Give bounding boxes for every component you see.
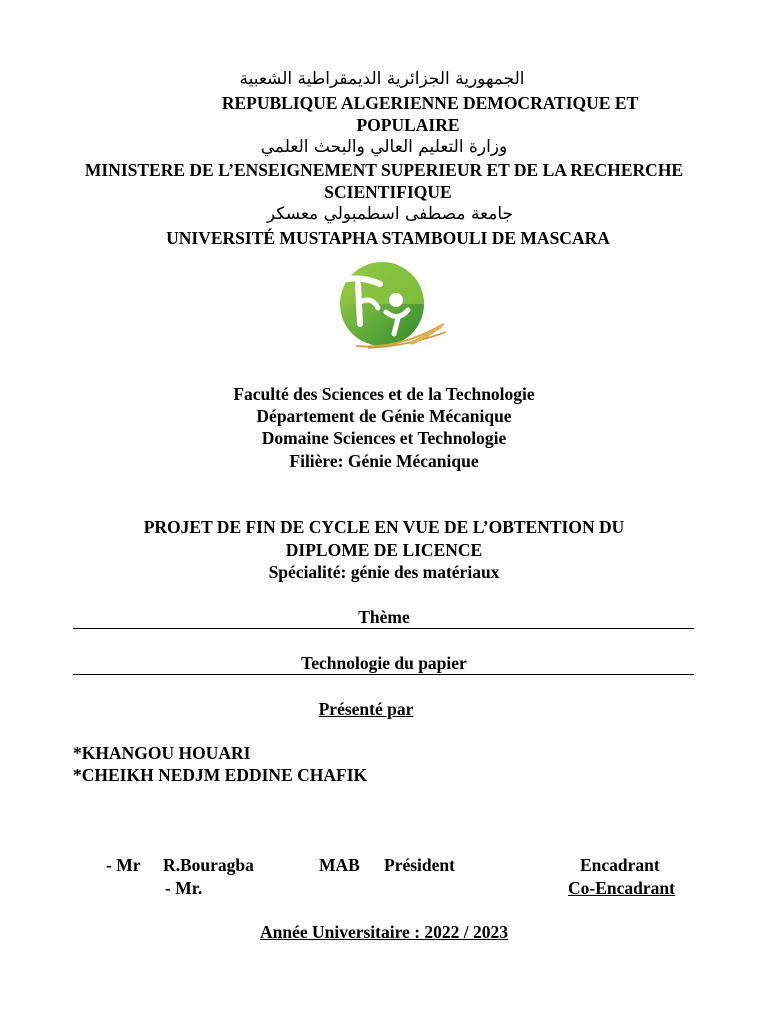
theme-bottom-divider (73, 674, 694, 675)
ministry-title-line2: SCIENTIFIQUE (324, 182, 452, 202)
jury-prefix: - Mr. (165, 878, 203, 898)
arabic-ministry-title: وزارة التعليم العالي والبحث العلمي (260, 137, 508, 157)
student-name: *KHANGOU HOUARI (73, 743, 251, 763)
project-title-line2: DIPLOME DE LICENCE (285, 540, 483, 560)
jury-role-president: Président (384, 855, 455, 875)
student-name: *CHEIKH NEDJM EDDINE CHAFIK (73, 765, 368, 785)
faculty-name: Faculté des Sciences et de la Technologie (233, 384, 535, 404)
arabic-republic-title: الجمهورية الجزائرية الديمقراطية الشعبية (239, 69, 525, 89)
theme-label: Thème (358, 607, 410, 627)
department-name: Département de Génie Mécanique (256, 406, 512, 426)
university-logo-icon (328, 262, 460, 354)
republic-title-line1: REPUBLIQUE ALGERIENNE DEMOCRATIQUE ET (221, 93, 639, 113)
project-title-line1: PROJET DE FIN DE CYCLE EN VUE DE L’OBTENTION DU (143, 517, 625, 537)
ministry-title-line1: MINISTERE DE L’ENSEIGNEMENT SUPERIEUR ET DE LA RECHERCHE (84, 160, 684, 180)
specialite: Spécialité: génie des matériaux (268, 562, 500, 582)
jury-prefix: - Mr (106, 855, 141, 875)
jury-member-grade: MAB (319, 855, 360, 875)
jury-role-encadrant: Encadrant (580, 855, 660, 875)
presented-by-label: Présenté par (318, 699, 414, 719)
university-logo (328, 262, 460, 354)
jury-role-co-encadrant: Co-Encadrant (568, 878, 675, 898)
academic-year: Année Universitaire : 2022 / 2023 (259, 922, 509, 942)
filiere-name: Filière: Génie Mécanique (289, 451, 479, 471)
republic-title-line2: POPULAIRE (356, 115, 460, 135)
theme-value: Technologie du papier (301, 653, 467, 673)
theme-top-divider (73, 628, 694, 629)
university-title: UNIVERSITÉ MUSTAPHA STAMBOULI DE MASCARA (166, 228, 610, 248)
arabic-university-title: جامعة مصطفى اسطمبولي معسكر (266, 204, 514, 224)
domain-name: Domaine Sciences et Technologie (261, 428, 507, 448)
jury-member-name: R.Bouragba (163, 855, 254, 875)
